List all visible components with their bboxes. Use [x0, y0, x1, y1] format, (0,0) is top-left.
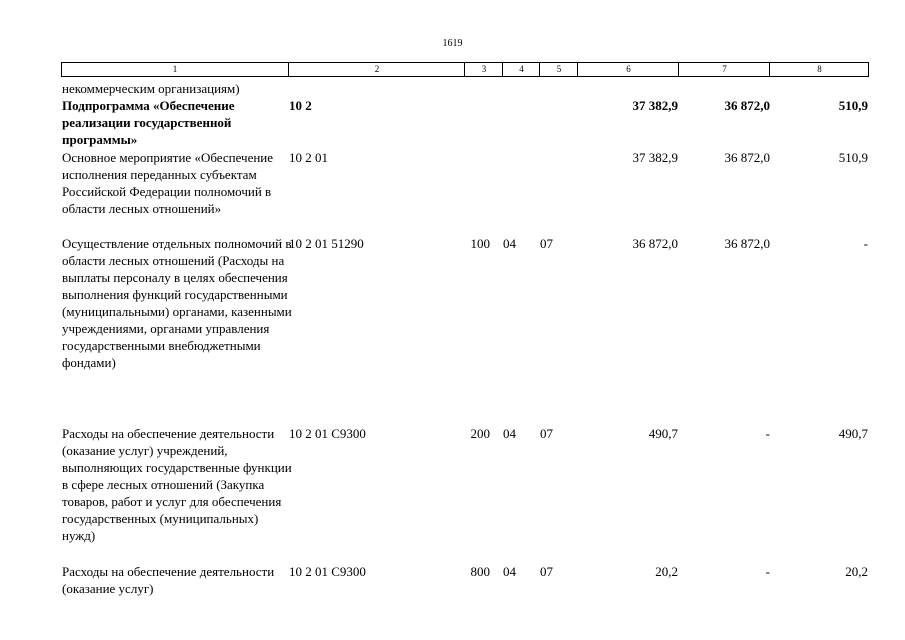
- header-col-2: 2: [288, 63, 465, 76]
- row-code: 10 2 01: [289, 150, 328, 165]
- row-total: 490,7: [648, 426, 678, 441]
- row-section: 04: [503, 236, 516, 251]
- row-code: 10 2 01 С9300: [289, 426, 366, 441]
- row-total: 37 382,9: [632, 150, 678, 165]
- header-col-7: 7: [678, 63, 770, 76]
- row-total: 36 872,0: [632, 236, 678, 251]
- table-header: [61, 62, 869, 77]
- row-code: 10 2 01 С9300: [289, 564, 366, 579]
- row-expense-type: 200: [470, 426, 490, 441]
- header-col-8: 8: [769, 63, 869, 76]
- row-regional: 20,2: [845, 564, 868, 579]
- row-federal: 36 872,0: [724, 236, 770, 251]
- page-number: 1619: [442, 38, 463, 49]
- row-code: 10 2 01 51290: [289, 236, 364, 251]
- header-col-5: 5: [539, 63, 578, 76]
- row-regional: 510,9: [838, 98, 868, 113]
- row-name: Расходы на обеспечение деятельности (оказание услуг) учреждений, выполняющих государственные функции в сфере лесных отношений (Закупка товаров, работ и услуг для обеспечения государственных (муниципальных) нужд): [62, 426, 292, 543]
- row-federal: -: [765, 564, 770, 579]
- row-subsection: 07: [540, 426, 553, 441]
- header-col-3: 3: [464, 63, 503, 76]
- row-federal: 36 872,0: [724, 150, 770, 165]
- row-name: некоммерческим организациям): [62, 81, 240, 96]
- row-federal: 36 872,0: [724, 98, 770, 113]
- header-col-6: 6: [577, 63, 679, 76]
- header-col-1: 1: [172, 64, 178, 74]
- row-total: 20,2: [655, 564, 678, 579]
- row-name: Осуществление отдельных полномочий в области лесных отношений (Расходы на выплаты персоналу в целях обеспечения выполнения функций государственными (муниципальными) органами, казенными учреждениями, органами управления государственными внебюджетными фондами): [62, 236, 292, 370]
- row-regional: 490,7: [838, 426, 868, 441]
- row-subsection: 07: [540, 236, 553, 251]
- row-federal: -: [765, 426, 770, 441]
- row-section: 04: [503, 564, 516, 579]
- row-regional: 510,9: [838, 150, 868, 165]
- row-expense-type: 800: [470, 564, 490, 579]
- row-total: 37 382,9: [632, 98, 678, 113]
- row-section: 04: [503, 426, 516, 441]
- row-subsection: 07: [540, 564, 553, 579]
- row-name: Расходы на обеспечение деятельности (оказание услуг): [62, 564, 275, 596]
- row-name: Подпрограмма «Обеспечение реализации государственной программы»: [62, 98, 235, 147]
- row-name: Основное мероприятие «Обеспечение исполнения переданных субъектам Российской Федерации полномочий в области лесных отношений»: [62, 150, 274, 216]
- row-expense-type: 100: [470, 236, 490, 251]
- header-col-4: 4: [502, 63, 540, 76]
- row-regional: -: [863, 236, 868, 251]
- row-code: 10 2: [289, 98, 312, 113]
